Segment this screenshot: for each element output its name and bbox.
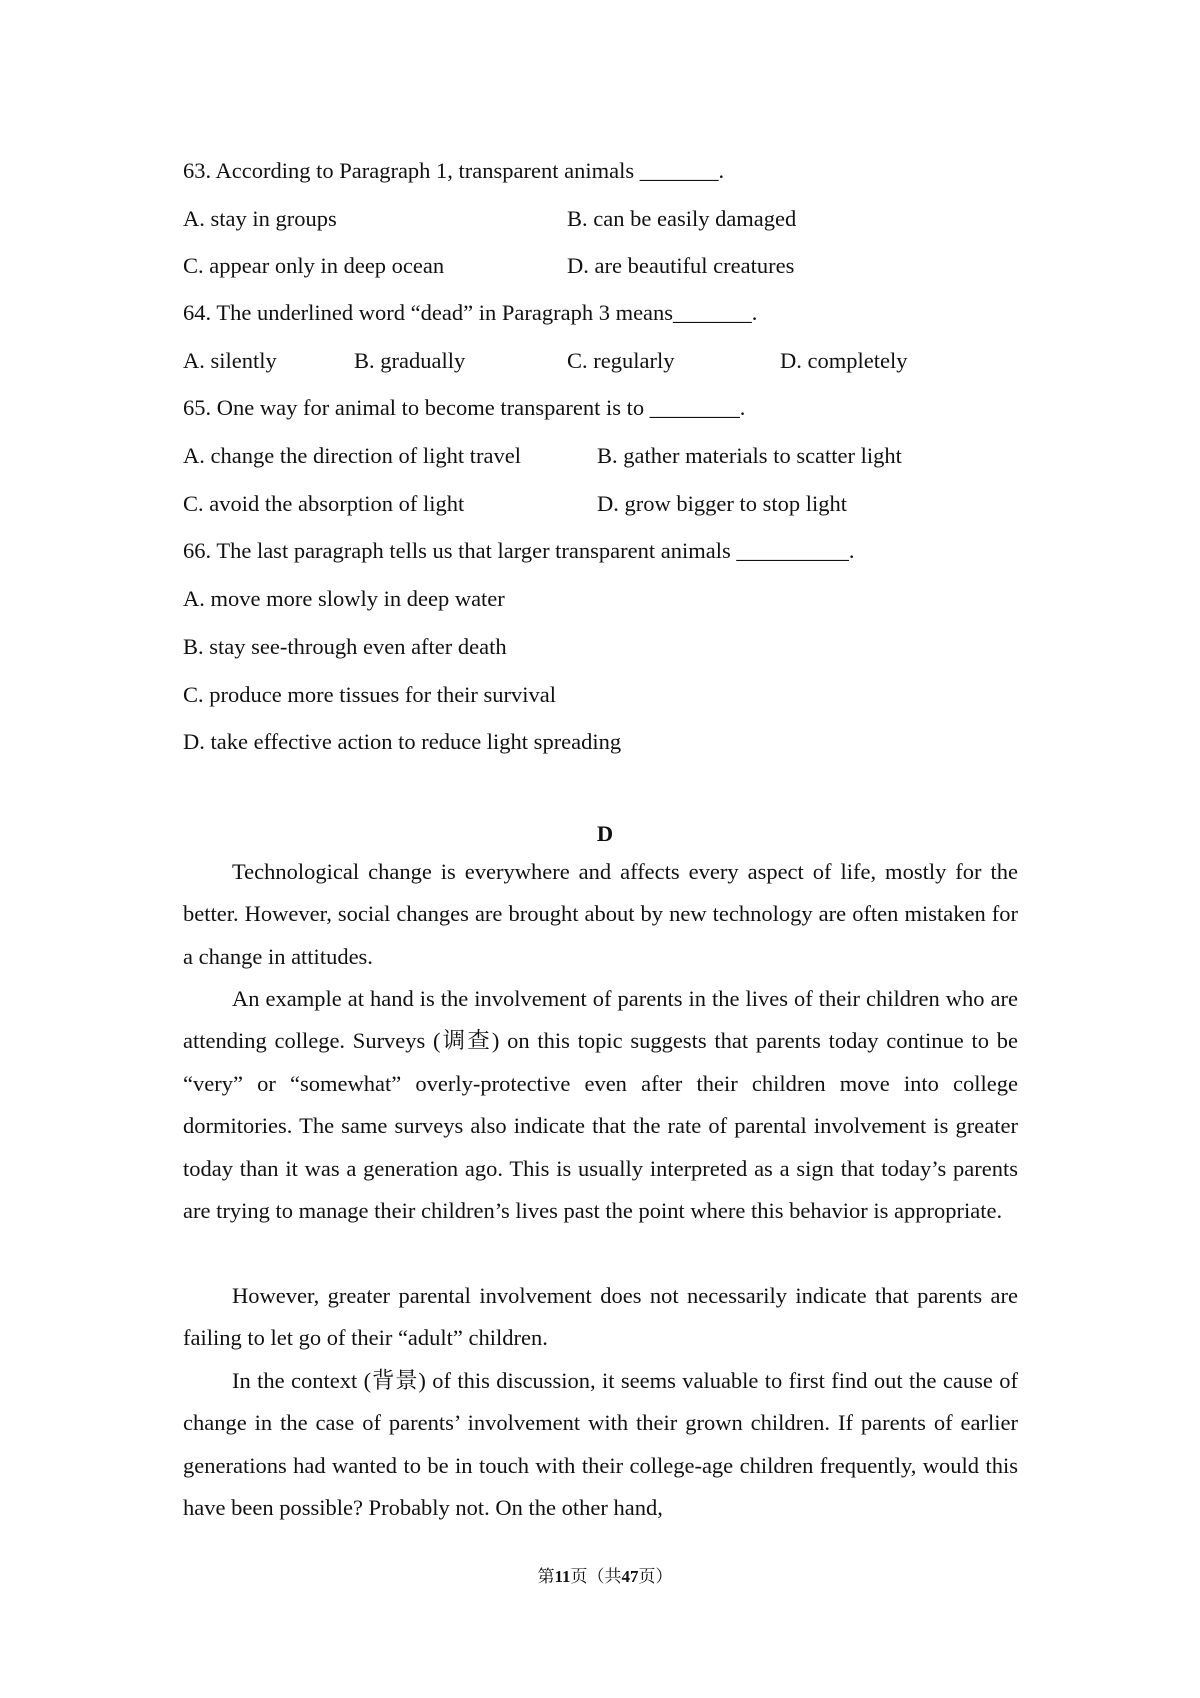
question-66-stem: 66. The last paragraph tells us that larger transparent animals __________. [183,538,855,563]
question-66-option-c: C. produce more tissues for their survival [183,682,557,707]
passage-paragraph-1: Technological change is everywhere and affects every aspect of life, mostly for the better. However, social changes are brought about by new technology are often mistaken for a change in attitudes. [183,859,1018,969]
question-63-stem: 63. According to Paragraph 1, transparent animals _______. [183,158,725,183]
question-63-option-a: A. stay in groups [183,206,337,231]
question-64-option-a: A. silently [183,348,277,373]
footer-total-pages: 47 [621,1567,639,1586]
page-footer [0,1562,1200,1587]
footer-middle: 页（共 [570,1567,622,1586]
passage-paragraph-4: In the context (背景) of this discussion, it seems valuable to first find out the cause of change in the case of parents’ involvement with their grown children. If parents of earlier generations had wanted to be in touch with their college-age children frequently, would this have been possible? Probably not. On the other hand, [183,1368,1018,1521]
question-65-option-c: C. avoid the absorption of light [183,491,465,516]
passage-paragraph-2: An example at hand is the involvement of parents in the lives of their children who are attending college. Surveys (调查) on this topic suggests that parents today continue to be “very” or “somewhat” overly-protective even after their children move into college dormitories. The same surveys also indicate that the rate of parental involvement is greater today than it was a generation ago. This is usually interpreted as a sign that today’s parents are trying to manage their children’s lives past the point where this behavior is appropriate. [183,986,1018,1224]
passage-paragraph-3: However, greater parental involvement does not necessarily indicate that parents are failing to let go of their “adult” children. [183,1283,1018,1351]
footer-prefix: 第 [537,1567,555,1586]
question-63-option-b: B. can be easily damaged [567,206,797,231]
question-66-option-b: B. stay see-through even after death [183,634,507,659]
question-64-stem: 64. The underlined word “dead” in Paragraph 3 means_______. [183,300,758,325]
question-63-option-d: D. are beautiful creatures [567,253,795,278]
question-65-option-b: B. gather materials to scatter light [597,443,902,468]
question-64-option-b: B. gradually [354,348,466,373]
question-66-option-a: A. move more slowly in deep water [183,586,505,611]
question-64-option-d: D. completely [780,348,908,373]
question-63-option-c: C. appear only in deep ocean [183,253,445,278]
footer-page-number: 11 [554,1567,571,1586]
question-65-option-d: D. grow bigger to stop light [597,491,847,516]
question-64-option-c: C. regularly [567,348,675,373]
section-heading: D [596,821,614,846]
question-65-option-a: A. change the direction of light travel [183,443,522,468]
question-65-stem: 65. One way for animal to become transparent is to ________. [183,395,746,420]
question-66-option-d: D. take effective action to reduce light spreading [183,729,622,754]
footer-suffix: 页） [638,1567,673,1586]
